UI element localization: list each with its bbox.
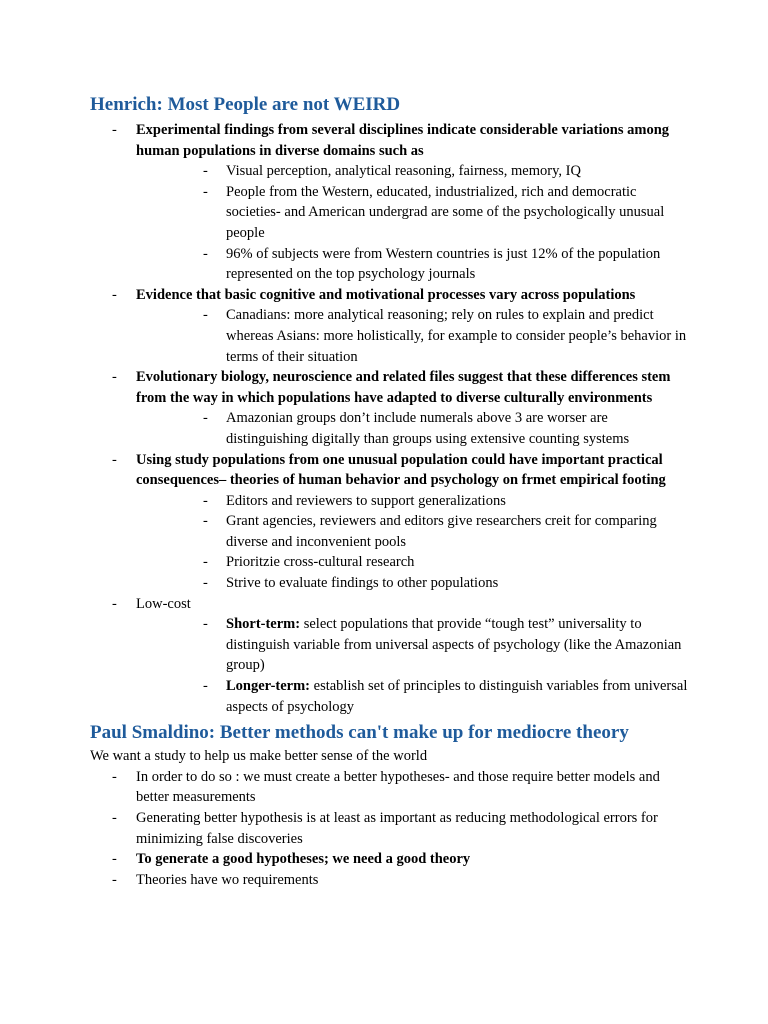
- section-heading-smaldino: Paul Smaldino: Better methods can't make up for mediocre theory: [90, 722, 629, 744]
- sub-list-item: [136, 676, 690, 717]
- list-item: [90, 367, 690, 449]
- bullet-dash: -: [112, 768, 117, 785]
- list-item-text: Theories have wo requirements: [136, 871, 319, 888]
- sub-list-item: [136, 244, 690, 285]
- sub-list-item: [136, 182, 690, 244]
- list-item-text: Low-cost: [136, 595, 191, 612]
- sub-list: [136, 491, 690, 594]
- bullet-dash: -: [203, 554, 208, 571]
- sub-list-item: [136, 305, 690, 367]
- bullet-dash: -: [112, 286, 117, 303]
- section-intro: We want a study to help us make better sense of the world: [90, 748, 428, 765]
- sub-list-item-text: 96% of subjects were from Western countries is just 12% of the population represented on the top psychology journals: [226, 245, 661, 283]
- bullet-dash: -: [112, 851, 117, 868]
- henrich-bullet-list: [90, 120, 690, 717]
- sub-list-item: [136, 552, 690, 573]
- sub-list-item-text: Editors and reviewers to support generalizations: [226, 492, 506, 509]
- sub-list-item-text: select populations that provide “tough test” universality to distinguish variable from universal aspects of psychology (like the Amazonian group): [226, 616, 682, 674]
- bullet-dash: -: [203, 307, 208, 324]
- sub-list-item-text: Amazonian groups don’t include numerals above 3 are worser are distinguishing digitally than groups using extensive counting systems: [226, 410, 630, 447]
- sub-list-item: [136, 511, 690, 552]
- sub-list-item: [136, 408, 690, 449]
- bullet-dash: -: [112, 871, 117, 888]
- section-heading-henrich: Henrich: Most People are not WEIRD: [90, 94, 401, 115]
- sub-list-item-text: establish set of principles to distinguish variables from universal aspects of psychology: [226, 678, 688, 715]
- list-item-text: In order to do so : we must create a better hypotheses- and those require better models and better measurements: [136, 768, 660, 806]
- list-item: [90, 808, 690, 849]
- sub-list: [136, 614, 690, 717]
- bullet-dash: -: [112, 369, 117, 386]
- document-content: [90, 92, 690, 890]
- bullet-dash: -: [203, 163, 208, 180]
- sub-list-item-text: Visual perception, analytical reasoning, fairness, memory, IQ: [226, 163, 581, 180]
- bullet-dash: -: [112, 595, 117, 612]
- smaldino-bullet-list: [90, 767, 690, 891]
- list-item-text: Generating better hypothesis is at least as important as reducing methodological errors for minimizing false discoveries: [136, 810, 658, 847]
- list-item: [90, 849, 690, 870]
- list-item-text: Evolutionary biology, neuroscience and related files suggest that these differences stem from the way in which populations have adapted to diverse culturally environments: [136, 369, 671, 406]
- sub-list: [136, 161, 690, 285]
- term-label-longer: Longer-term:: [226, 678, 311, 695]
- list-item: [90, 870, 690, 891]
- bullet-dash: -: [203, 616, 208, 633]
- sub-list-item-text: Prioritzie cross-cultural research: [226, 554, 415, 571]
- bullet-dash: -: [203, 513, 208, 530]
- list-item: [90, 285, 690, 367]
- sub-list-item-text: People from the Western, educated, industrialized, rich and democratic societies- and American undergrad are some of the psychologically unusual people: [226, 183, 665, 241]
- sub-list: [136, 305, 690, 367]
- bullet-dash: -: [203, 492, 208, 509]
- list-item-text: Evidence that basic cognitive and motivational processes vary across populations: [136, 286, 636, 303]
- sub-list-item: [136, 491, 690, 512]
- list-item: [90, 120, 690, 285]
- list-item: [90, 594, 690, 718]
- sub-list-item-text: Strive to evaluate findings to other populations: [226, 575, 499, 592]
- sub-list: [136, 408, 690, 449]
- sub-list-item: [136, 161, 690, 182]
- list-item-text: To generate a good hypotheses; we need a good theory: [136, 851, 471, 868]
- bullet-dash: -: [112, 122, 117, 138]
- sub-list-item-text: Canadians: more analytical reasoning; rely on rules to explain and predict whereas Asians: more holistically, for example to consider people’s behavior in terms of their situation: [226, 307, 687, 365]
- list-item: [90, 767, 690, 808]
- bullet-dash: -: [112, 451, 117, 468]
- bullet-dash: -: [203, 183, 208, 200]
- sub-list-item: [136, 614, 690, 676]
- list-item-text: Experimental findings from several disciplines indicate considerable variations among human populations in diverse domains such as: [136, 122, 670, 159]
- bullet-dash: -: [203, 678, 208, 695]
- bullet-dash: -: [203, 575, 208, 592]
- term-label-short: Short-term:: [226, 616, 301, 633]
- list-item: [90, 450, 690, 594]
- sub-list-item-text: Grant agencies, reviewers and editors give researchers creit for comparing diverse and inconvenient pools: [226, 513, 657, 550]
- sub-list-item: [136, 573, 690, 594]
- bullet-dash: -: [203, 245, 208, 262]
- list-item-text: Using study populations from one unusual population could have important practical consequences– theories of human behavior and psychology on frmet empirical footing: [136, 451, 666, 489]
- bullet-dash: -: [112, 810, 117, 826]
- bullet-dash: -: [203, 410, 208, 427]
